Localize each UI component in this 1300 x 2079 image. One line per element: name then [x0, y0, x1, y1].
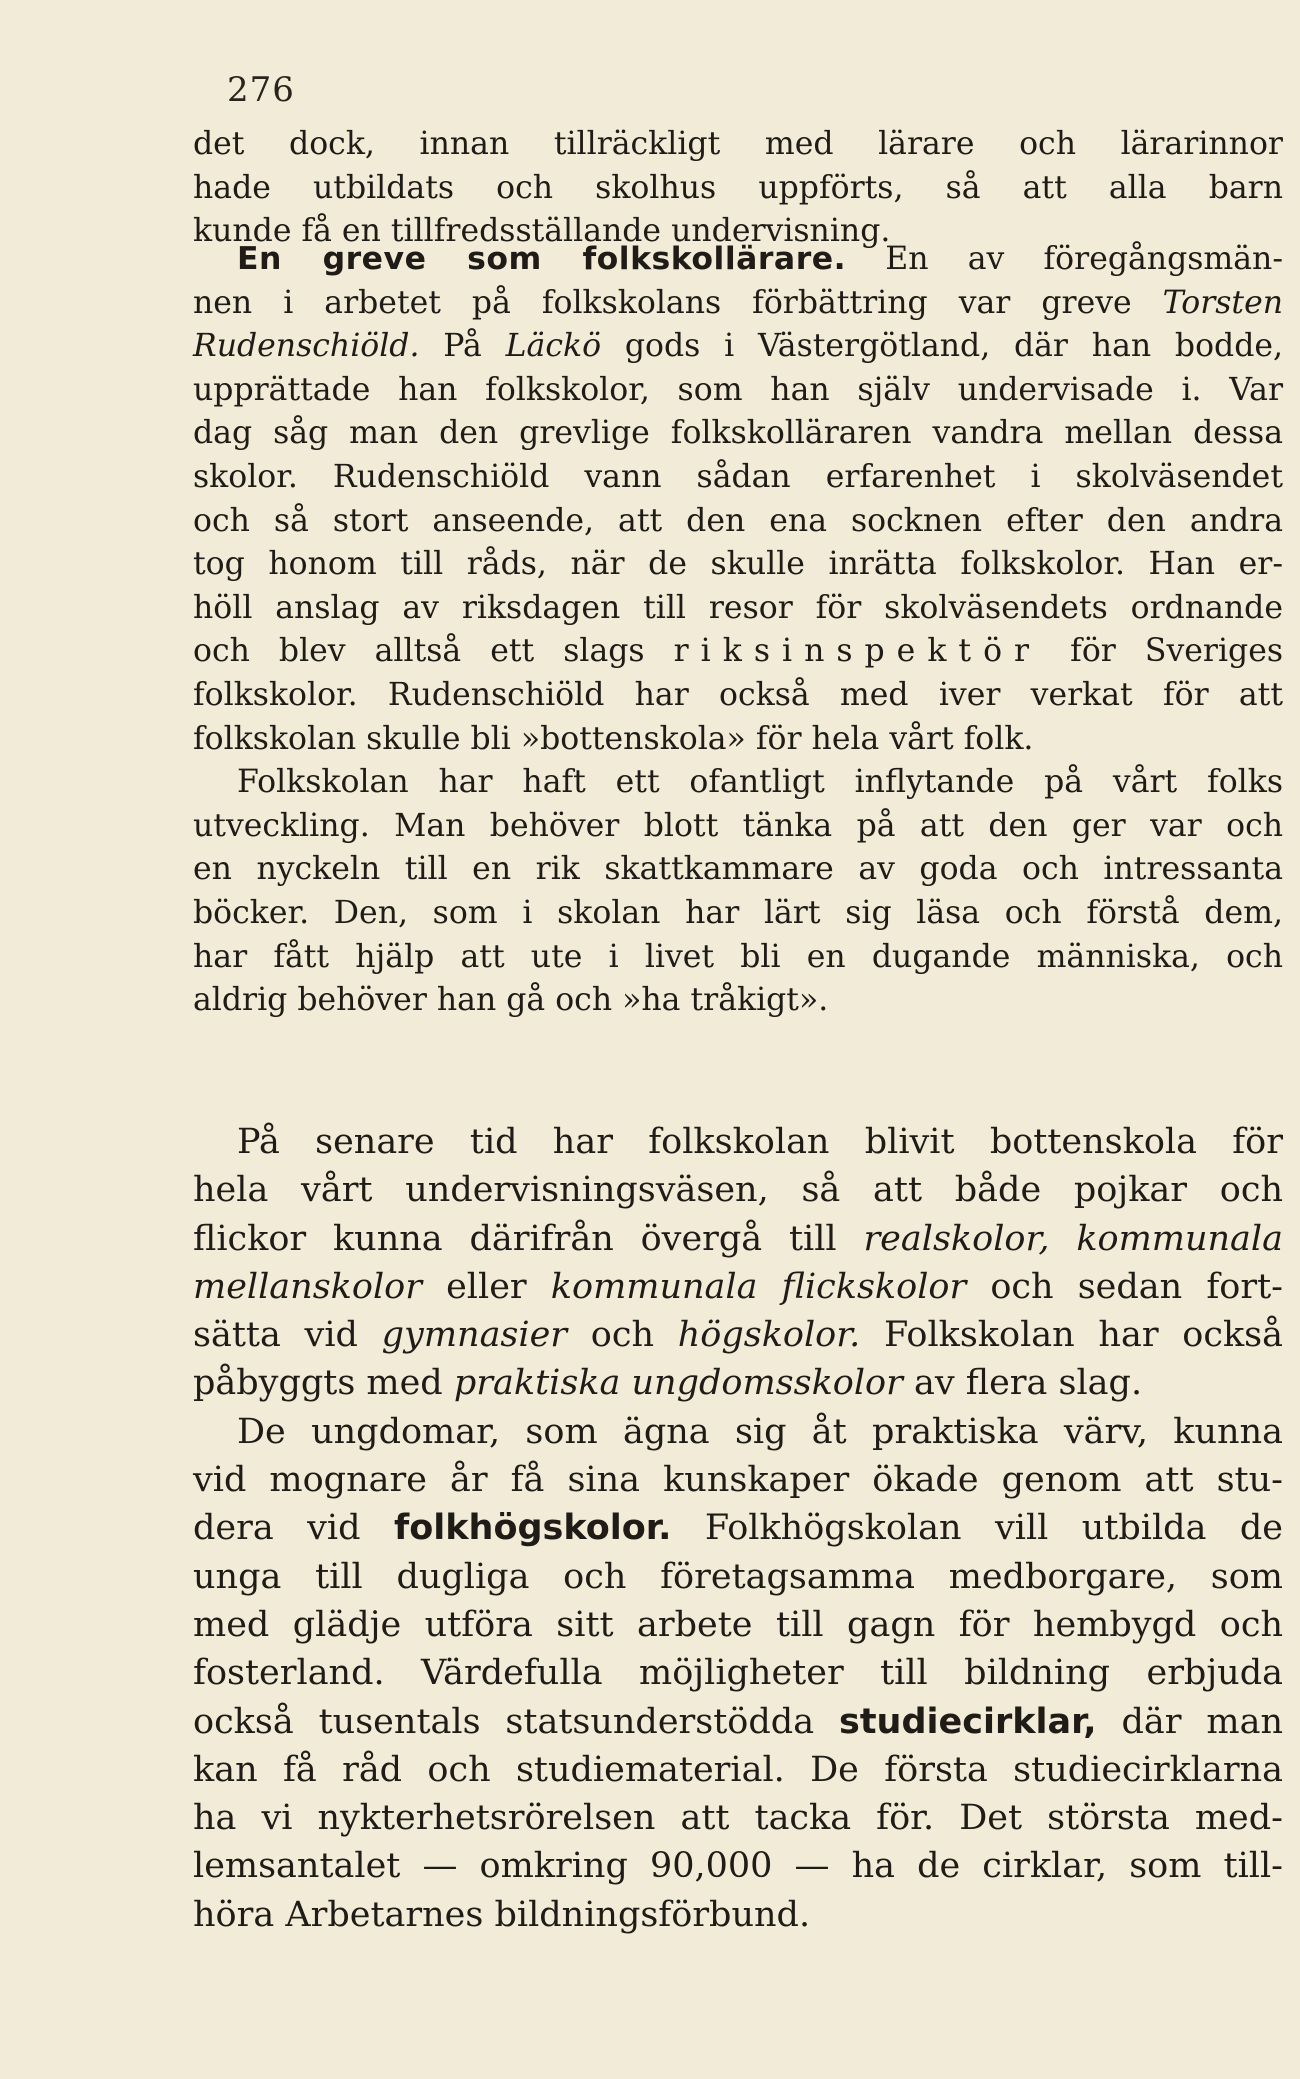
text-line: [193, 1311, 1283, 1359]
text-line: har fått hjälp att ute i livet bli en dugande människa, och: [193, 938, 1283, 975]
place-name: Läckö: [505, 328, 602, 365]
text-line: aldrig behöver han gå och »ha tråkigt».: [193, 982, 829, 1019]
school-type: gymnasier: [381, 1315, 568, 1356]
text-line: [193, 325, 1283, 369]
text-line: böcker. Den, som i skolan har lärt sig läsa och förstå dem,: [193, 894, 1283, 931]
paragraph-continuation: [193, 123, 1283, 254]
text-line: skolor. Rudenschiöld vann sådan erfarenhet i skolväsendet: [193, 458, 1283, 495]
text-line: [193, 282, 1283, 326]
text-line: folkskolan skulle bli »bottenskola» för hela vårt folk.: [193, 720, 1034, 757]
text-line: unga till dugliga och företagsamma medborgare, som: [193, 1556, 1283, 1597]
school-type: realskolor,: [863, 1218, 1050, 1259]
text-line: tog honom till råds, när de skulle inrätta folkskolor. Han er-: [193, 546, 1283, 583]
text-line: [193, 1359, 1283, 1407]
text-line: [193, 238, 1283, 282]
text-fragment: flickor kunna därifrån övergå till: [193, 1218, 837, 1259]
school-type: kommunala: [1076, 1218, 1283, 1259]
text-line: kan få råd och studiematerial. De första studiecirklarna: [193, 1749, 1283, 1790]
text-fragment: och sedan fort-: [990, 1266, 1283, 1307]
text-line: upprättade han folkskolor, som han själv undervisade i. Var: [193, 371, 1283, 408]
text-line: med glädje utföra sitt arbete till gagn för hembygd och: [193, 1604, 1283, 1645]
school-type: kommunala flickskolor: [550, 1266, 967, 1307]
text-fragment: Folkskolan har också: [884, 1315, 1283, 1356]
text-line: höra Arbetarnes bildningsförbund.: [193, 1894, 811, 1935]
text-fragment: där man: [1121, 1701, 1283, 1742]
keyword: studiecirklar,: [838, 1701, 1097, 1742]
keyword: folkhögskolor.: [393, 1508, 672, 1549]
text-line: utveckling. Man behöver blott tänka på att den ger var och: [193, 807, 1283, 844]
text-fragment: eller: [446, 1266, 527, 1307]
text-line: det dock, innan tillräckligt med lärare och lärarinnor: [193, 126, 1283, 162]
text-fragment: påbyggts med: [193, 1363, 443, 1404]
text-fragment: Folkhögskolan vill utbilda de: [704, 1508, 1283, 1549]
text-fragment: En av föregångsmän-: [885, 241, 1283, 277]
text-line: och så stort anseende, att den ena socknen efter den andra: [193, 502, 1283, 539]
section-larger-text: [193, 1118, 1283, 1939]
text-fragment: för Sveriges: [1070, 633, 1283, 670]
text-fragment: nen i arbetet på folkskolans förbättring var greve: [193, 284, 1132, 321]
text-fragment: På: [443, 328, 482, 365]
text-line: [193, 1504, 1283, 1552]
text-line: hade utbildats och skolhus uppförts, så att alla barn: [193, 169, 1283, 206]
text-fragment: av flera slag.: [913, 1363, 1143, 1404]
text-line: [193, 1263, 1283, 1311]
text-line: kunde få en tillfredsställande undervisning.: [193, 213, 891, 250]
text-fragment: också tusentals statsunderstödda: [193, 1701, 815, 1742]
text-fragment: och: [590, 1315, 654, 1356]
text-line: hela vårt undervisningsväsen, så att både pojkar och: [193, 1170, 1283, 1211]
text-line: Folkskolan har haft ett ofantligt inflytande på vårt folks: [237, 764, 1283, 801]
text-line: [193, 1698, 1283, 1746]
text-line: en nyckeln till en rik skattkammare av goda och intressanta: [193, 851, 1283, 888]
text-line: På senare tid har folkskolan blivit bottenskola för: [237, 1122, 1283, 1162]
text-line: [193, 630, 1283, 674]
person-name: Rudenschiöld.: [193, 328, 420, 365]
text-line: De ungdomar, som ägna sig åt praktiska värv, kunna: [237, 1411, 1283, 1452]
text-fragment: och blev alltså ett slags: [193, 633, 645, 670]
spaced-word: riksinspektör: [673, 633, 1042, 670]
school-type: praktiska ungdomsskolor: [453, 1363, 903, 1404]
section-heading: En greve som folkskollärare.: [237, 241, 847, 277]
person-name: Torsten: [1162, 284, 1284, 321]
text-line: dag såg man den grevlige folkskolläraren vandra mellan dessa: [193, 415, 1283, 452]
text-line: lemsantalet — omkring 90,000 — ha de cirklar, som till-: [193, 1846, 1283, 1887]
text-line: fosterland. Värdefulla möjligheter till bildning erbjuda: [193, 1653, 1283, 1694]
text-fragment: sätta vid: [193, 1315, 358, 1356]
text-fragment: dera vid: [193, 1508, 361, 1549]
page-number: 276: [227, 70, 295, 110]
text-line: ha vi nykterhetsrörelsen att tacka för. Det största med-: [193, 1798, 1283, 1839]
school-type: mellanskolor: [193, 1266, 422, 1307]
text-line: vid mognare år få sina kunskaper ökade genom att stu-: [193, 1460, 1283, 1501]
text-line: [193, 1215, 1283, 1263]
text-line: folkskolor. Rudenschiöld har också med iver verkat för att: [193, 676, 1283, 713]
school-type: högskolor.: [677, 1315, 861, 1356]
text-line: höll anslag av riksdagen till resor för skolväsendets ordnande: [193, 589, 1283, 626]
section-rudenschiold: [193, 238, 1283, 1023]
text-fragment: gods i Västergötland, där han bodde,: [624, 328, 1284, 365]
